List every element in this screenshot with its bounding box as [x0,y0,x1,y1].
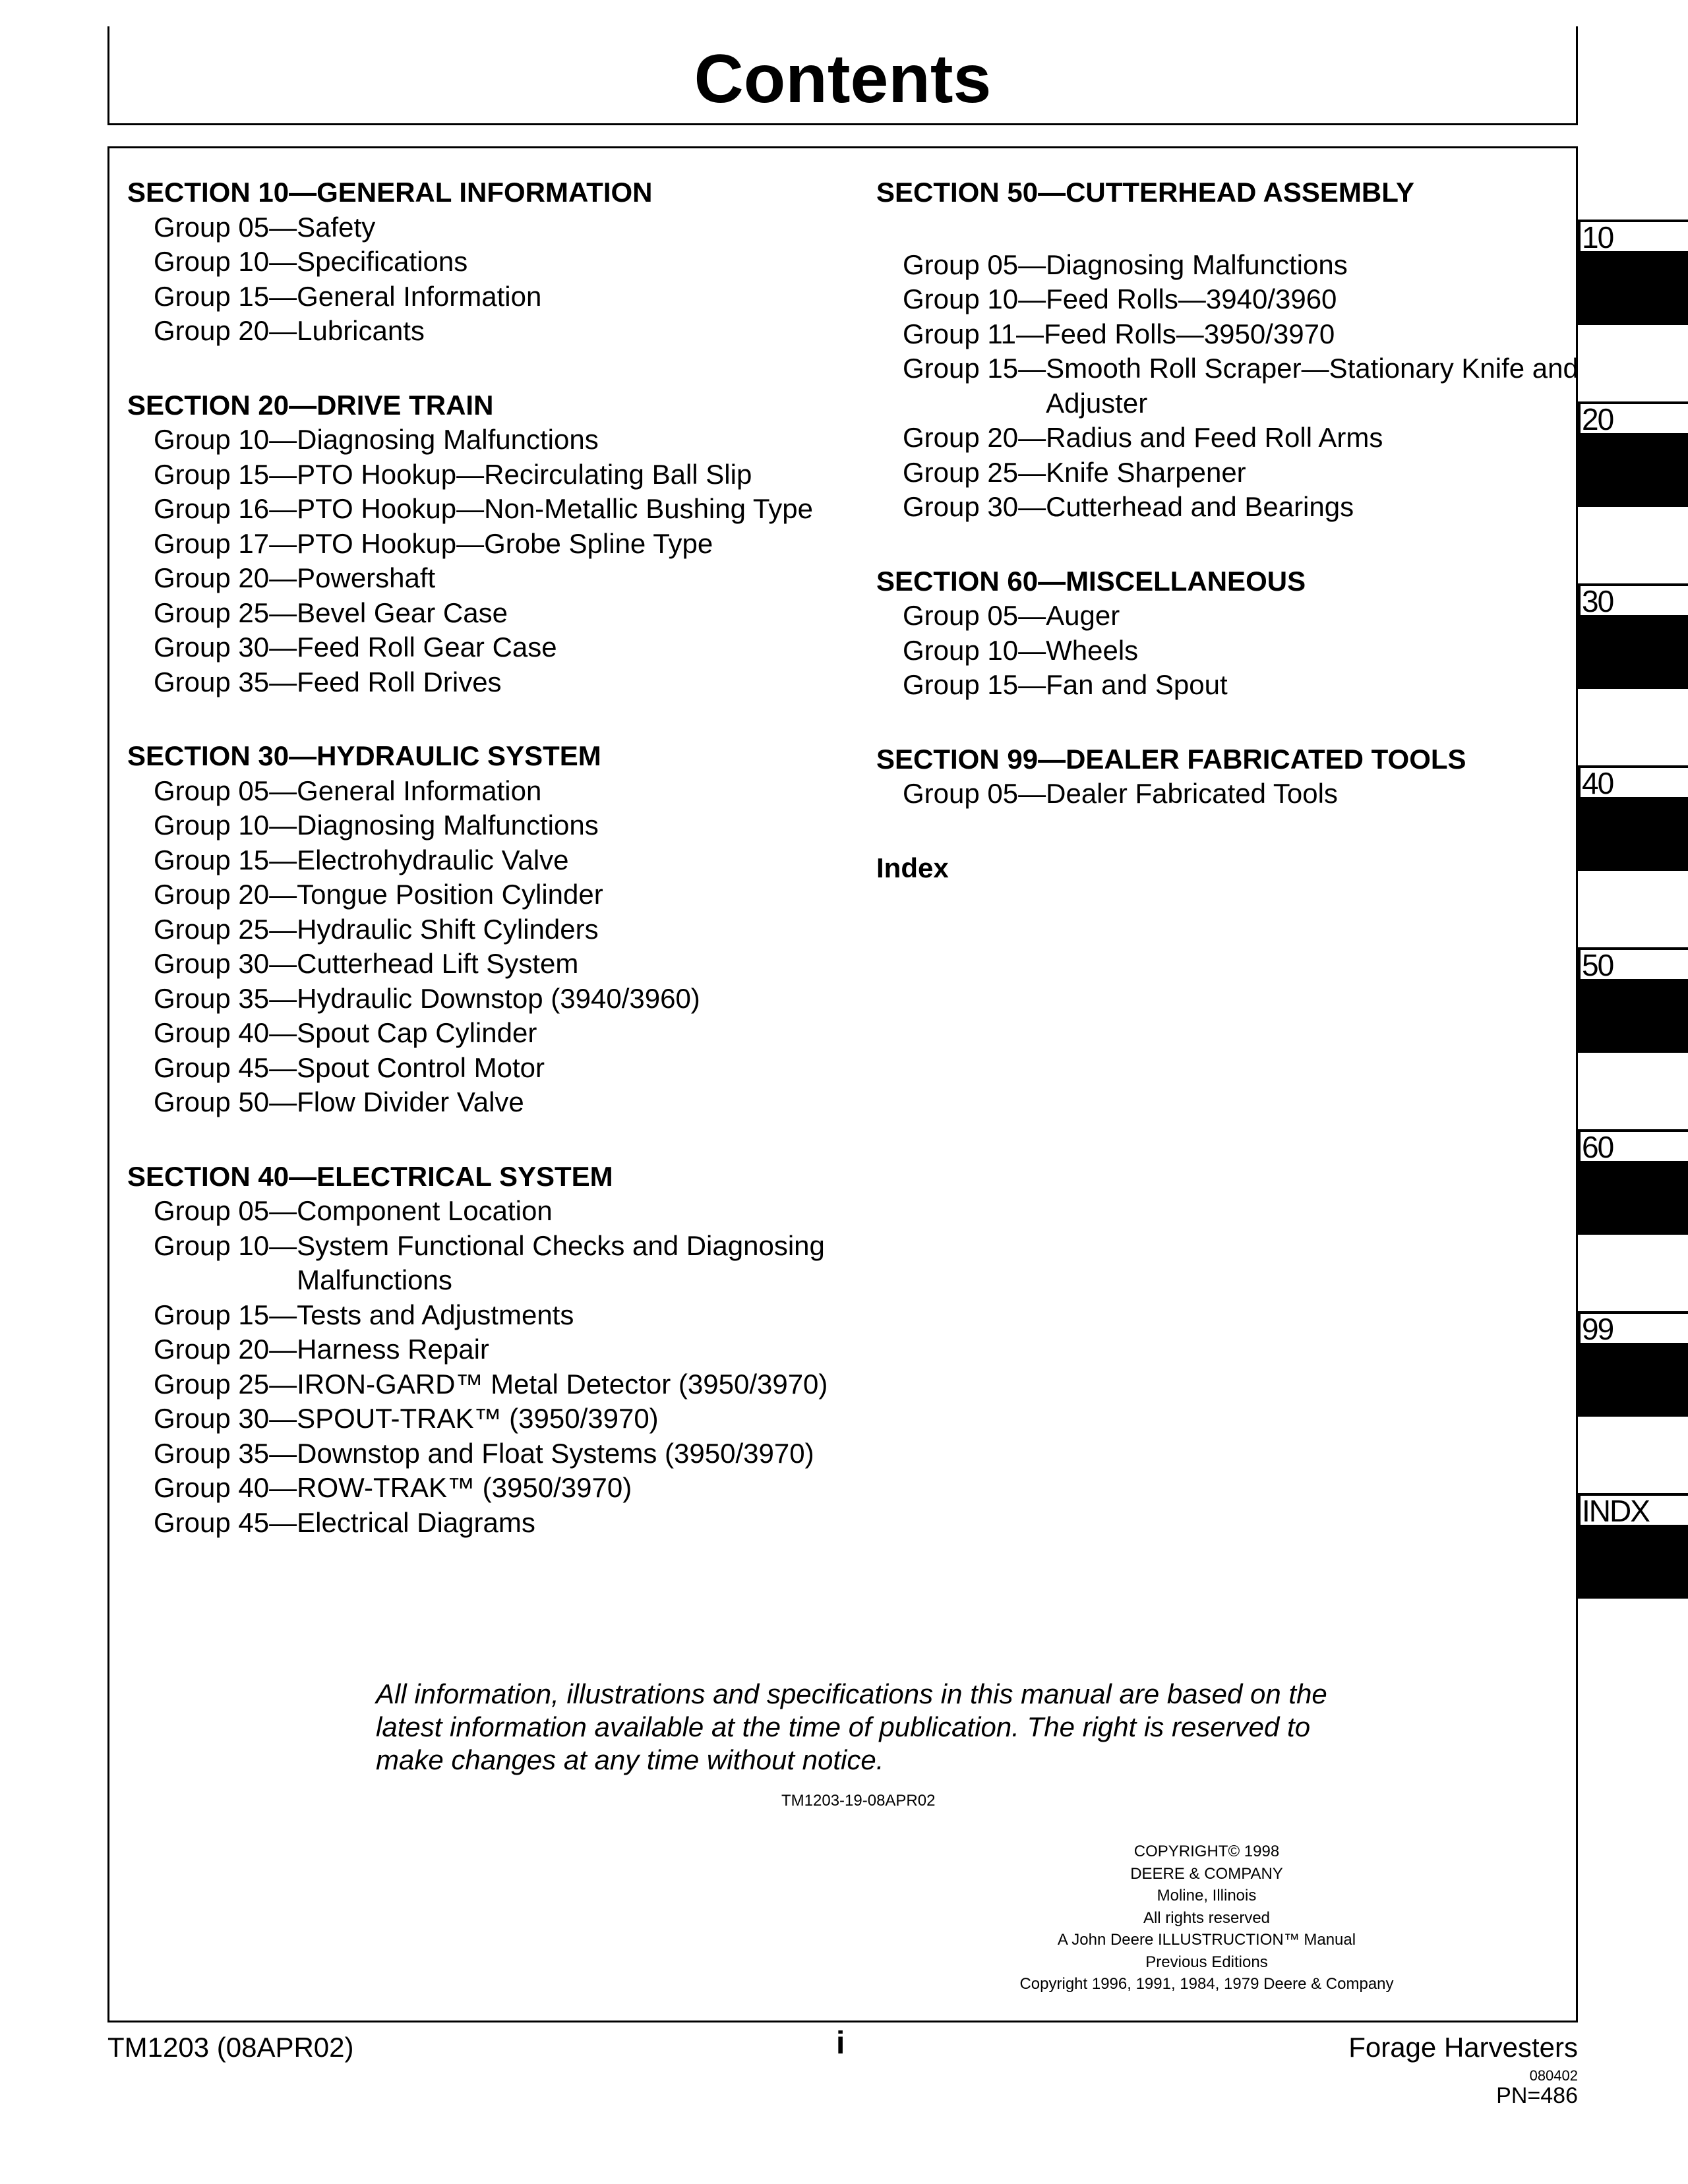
toc-group-entry[interactable] [127,1332,853,1367]
group-number: Group 10— [154,1229,297,1261]
toc-group-entry[interactable] [127,1506,853,1541]
section-tab[interactable] [1578,1493,1688,1599]
group-number: Group 10— [154,246,297,277]
toc-group-entry[interactable] [127,982,853,1017]
toc-group-entry[interactable] [127,877,853,912]
group-number: Group 05— [154,775,297,806]
toc-group-entry[interactable] [127,774,853,809]
group-number: Group 10— [903,634,1046,666]
left-column [127,175,853,1579]
section-title[interactable]: SECTION 60—MISCELLANEOUS [876,565,1306,597]
disclaimer: All information, illustrations and specifications in this manual are based on the latest information available at the time of publication. The right is reserved to make changes at any time without notice. [376,1678,1327,1775]
group-number: Group 30— [154,948,297,979]
toc-group-entry[interactable] [127,808,853,843]
group-number: Group 05— [903,778,1046,809]
toc-group-entry[interactable] [127,665,853,700]
group-number: Group 45— [154,1051,297,1083]
toc-group-entry[interactable] [876,282,1588,317]
section-title[interactable]: SECTION 10—GENERAL INFORMATION [127,177,653,208]
toc-group-entry[interactable] [876,351,1588,421]
group-title: Smooth Roll Scraper—Stationary Knife and Adjuster [1046,353,1579,419]
group-title: Radius and Feed Roll Arms [1046,422,1383,453]
toc-group-entry[interactable] [127,1436,853,1471]
group-title: Feed Rolls—3940/3960 [1046,283,1337,314]
group-title: SPOUT-TRAK™ (3950/3970) [297,1403,659,1434]
group-number: Group 30— [154,632,297,663]
group-title: Flow Divider Valve [297,1086,524,1117]
section-tab[interactable] [1578,1311,1688,1417]
group-title: Electrical Diagrams [297,1506,535,1538]
group-number: Group 35— [154,666,297,697]
title-box [107,26,1578,125]
toc-group-entry[interactable] [127,423,853,457]
group-title: Lubricants [297,315,425,346]
section-title[interactable]: SECTION 50—CUTTERHEAD ASSEMBLY [876,177,1415,208]
footer-date-code: 080402 [1529,2067,1578,2084]
section-tab[interactable] [1578,1129,1688,1235]
group-title: Component Location [297,1195,553,1226]
group-number: Group 40— [154,1017,297,1048]
group-number: Group 10— [903,283,1046,314]
section-tab-label: INDX [1581,1496,1688,1526]
group-number: Group 25— [154,913,297,945]
group-number: Group 05— [154,211,297,243]
group-title: Specifications [297,246,468,277]
section-title[interactable]: SECTION 20—DRIVE TRAIN [127,389,494,421]
toc-group-entry[interactable] [127,843,853,878]
group-title: Spout Cap Cylinder [297,1017,537,1048]
disclaimer-code: TM1203-19-08APR02 [781,1792,936,1810]
group-title: IRON-GARD™ Metal Detector (3950/3970) [297,1368,828,1400]
footer-pn: PN=486 [1496,2083,1578,2108]
group-title: PTO Hookup—Recirculating Ball Slip [297,458,752,490]
right-column [876,175,1588,885]
group-title: Dealer Fabricated Tools [1046,778,1338,809]
section-tab-label: 99 [1581,1314,1688,1344]
group-number: Group 20— [154,315,297,346]
group-number: Group 50— [154,1086,297,1117]
group-title: Feed Roll Gear Case [297,632,557,663]
group-title: Cutterhead and Bearings [1046,491,1354,522]
section-tab-label: 30 [1581,586,1688,616]
group-title: Bevel Gear Case [297,597,508,628]
right-sections [876,175,1588,812]
group-number: Group 20— [154,562,297,593]
toc-group-entry[interactable] [876,248,1588,283]
group-number: Group 05— [903,249,1046,280]
group-number: Group 15— [154,458,297,490]
section-tab-label: 20 [1581,404,1688,434]
group-number: Group 15— [903,669,1046,700]
copyright-line: A John Deere ILLUSTRUCTION™ Manual [1057,1931,1356,1949]
toc-group-entry[interactable] [127,492,853,527]
group-title: Feed Roll Drives [297,666,502,697]
group-number: Group 40— [154,1472,297,1503]
toc-group-entry[interactable] [127,1051,853,1086]
footer-manual-id: TM1203 (08APR02) [107,2032,354,2063]
group-title: Electrohydraulic Valve [297,844,569,875]
group-title: System Functional Checks and Diagnosing Malfunctions [297,1229,825,1295]
copyright-line: Copyright 1996, 1991, 1984, 1979 Deere & Company [1019,1975,1394,1993]
section-tab-label: 50 [1581,950,1688,980]
group-title: Hydraulic Downstop (3940/3960) [297,982,700,1014]
group-number: Group 25— [154,597,297,628]
group-title: PTO Hookup—Grobe Spline Type [297,527,713,559]
section-spacer [876,210,1588,248]
toc-group-entry[interactable] [127,1298,853,1333]
toc-group-entry[interactable] [876,777,1588,812]
group-title: Hydraulic Shift Cylinders [297,913,599,945]
toc-group-entry[interactable] [127,1402,853,1436]
toc-section [876,564,1588,703]
group-number: Group 30— [154,1403,297,1434]
group-number: Group 15— [154,844,297,875]
page-title: Contents [694,41,992,117]
copyright-line: COPYRIGHT© 1998 [1133,1843,1280,1860]
group-title: Feed Rolls—3950/3970 [1044,318,1335,349]
section-title[interactable]: SECTION 40—ELECTRICAL SYSTEM [127,1160,613,1192]
index-link[interactable]: Index [876,852,949,883]
group-number: Group 16— [154,493,297,524]
group-number: Group 30— [903,491,1046,522]
toc-group-entry[interactable] [876,421,1588,456]
group-title: Wheels [1046,634,1139,666]
toc-section [127,388,853,700]
toc-group-entry[interactable] [876,634,1588,668]
group-title: PTO Hookup—Non-Metallic Bushing Type [297,493,813,524]
group-title: General Information [297,280,542,312]
section-title[interactable]: SECTION 30—HYDRAULIC SYSTEM [127,740,601,771]
section-tab-label: 40 [1581,768,1688,798]
group-title: Cutterhead Lift System [297,948,579,979]
section-tab-label: 60 [1581,1132,1688,1162]
section-tab[interactable] [1578,220,1688,325]
group-title: Safety [297,211,376,243]
toc-group-entry[interactable] [127,561,853,596]
group-number: Group 20— [154,1334,297,1365]
group-title: Diagnosing Malfunctions [297,810,599,841]
section-tab[interactable] [1578,583,1688,689]
group-number: Group 45— [154,1506,297,1538]
group-title: Spout Control Motor [297,1051,545,1083]
toc-group-entry[interactable] [127,527,853,562]
toc-group-entry[interactable] [127,1367,853,1402]
group-number: Group 20— [154,879,297,910]
group-title: Diagnosing Malfunctions [297,424,599,455]
group-number: Group 10— [154,810,297,841]
group-number: Group 11— [903,318,1044,349]
toc-group-entry[interactable] [127,1229,853,1298]
toc-group-entry[interactable] [876,456,1588,490]
footer-page-number: i [836,2026,845,2061]
group-title: General Information [297,775,542,806]
copyright-line: All rights reserved [1143,1908,1271,1927]
toc-group-entry[interactable] [127,314,853,349]
footer-title: Forage Harvesters [1348,2032,1578,2063]
copyright-line: Moline, Illinois [1157,1887,1257,1904]
copyright-block [943,1841,1470,1995]
group-number: Group 15— [154,280,297,312]
toc-group-entry[interactable] [127,245,853,280]
toc-group-entry[interactable] [127,280,853,314]
toc-group-entry[interactable] [127,1016,853,1051]
group-number: Group 35— [154,1437,297,1469]
toc-group-entry[interactable] [127,1194,853,1229]
section-tab[interactable] [1578,947,1688,1053]
toc-group-entry[interactable] [127,630,853,665]
copyright-line: Previous Editions [1145,1953,1268,1971]
group-title: Tests and Adjustments [297,1299,574,1330]
toc-section [876,175,1588,525]
group-number: Group 10— [154,424,297,455]
toc-group-entry[interactable] [876,490,1588,525]
group-title: Tongue Position Cylinder [297,879,603,910]
copyright-line: DEERE & COMPANY [1130,1864,1283,1883]
toc-group-entry[interactable] [127,947,853,982]
group-title: Auger [1046,600,1120,631]
group-title: ROW-TRAK™ (3950/3970) [297,1472,632,1503]
toc-group-entry[interactable] [876,599,1588,634]
group-title: Harness Repair [297,1334,489,1365]
group-title: Diagnosing Malfunctions [1046,249,1348,280]
group-title: Knife Sharpener [1046,456,1246,488]
group-number: Group 17— [154,527,297,559]
toc-section [127,175,853,349]
toc-section [876,742,1588,812]
toc-group-entry[interactable] [876,317,1588,352]
group-number: Group 15— [903,353,1046,384]
toc-section [127,1160,853,1541]
group-title: Downstop and Float Systems (3950/3970) [297,1437,814,1469]
section-title[interactable]: SECTION 99—DEALER FABRICATED TOOLS [876,743,1466,775]
group-title: Powershaft [297,562,436,593]
group-number: Group 05— [154,1195,297,1226]
toc-group-entry[interactable] [127,1085,853,1120]
toc-group-entry[interactable] [876,668,1588,703]
group-number: Group 25— [903,456,1046,488]
group-number: Group 20— [903,422,1046,453]
toc-group-entry[interactable] [127,210,853,245]
group-title: Fan and Spout [1046,669,1228,700]
group-number: Group 05— [903,600,1046,631]
toc-group-entry[interactable] [127,912,853,947]
group-number: Group 35— [154,982,297,1014]
section-tab[interactable] [1578,401,1688,507]
section-tab-label: 10 [1581,222,1688,252]
toc-group-entry[interactable] [127,596,853,631]
group-number: Group 25— [154,1368,297,1400]
toc-section [127,739,853,1120]
toc-group-entry[interactable] [127,457,853,492]
group-number: Group 15— [154,1299,297,1330]
section-tab[interactable] [1578,765,1688,871]
toc-group-entry[interactable] [127,1471,853,1506]
